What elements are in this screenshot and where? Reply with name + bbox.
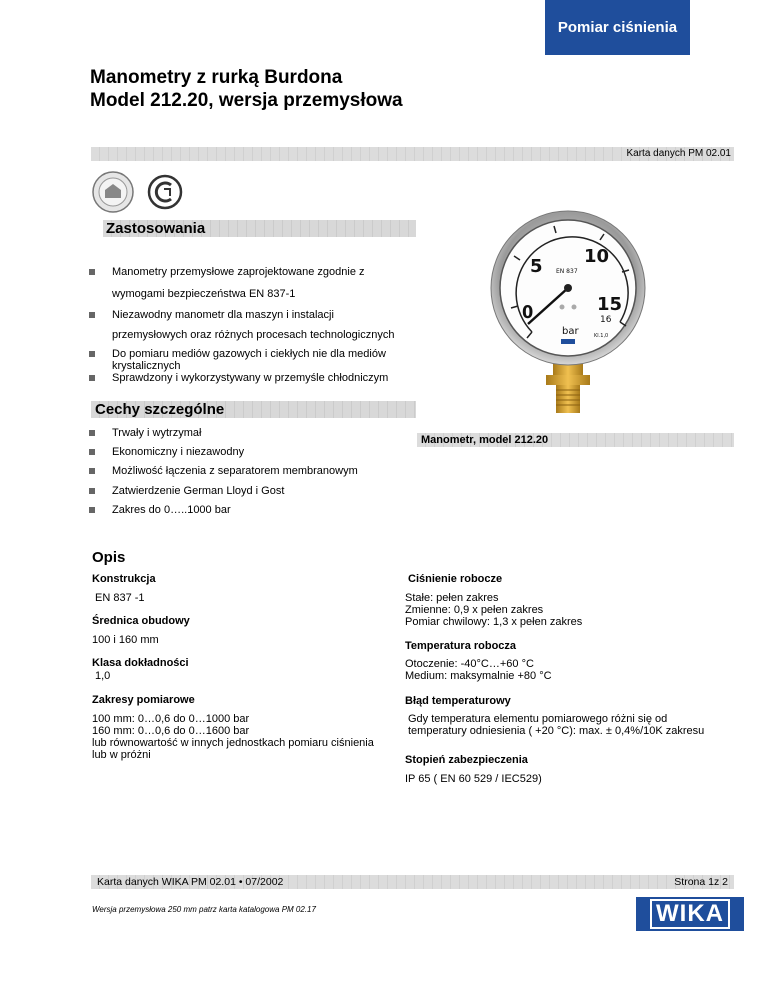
temperatura-line: Medium: maksymalnie +80 °C [405,670,552,682]
dial-en-text: EN 837 [556,268,578,275]
bullet-icon [89,468,95,474]
bullet-icon [89,488,95,494]
section-cechy-title: Cechy szczególne [95,401,225,418]
list-item-text: Możliwość łączenia z separatorem membranowym [112,465,358,477]
cechy-list [89,427,409,523]
zakresy-label: Zakresy pomiarowe [92,694,195,706]
footer-page-number: Strona 1z 2 [674,876,728,888]
zakresy-values [92,713,374,761]
bullet-icon [89,449,95,455]
list-item [89,427,409,446]
wika-logo-text: WIKA [650,899,730,929]
bullet-icon [89,269,95,275]
bullet-icon [89,507,95,513]
pressure-gauge-image [480,210,660,415]
klasa-value: 1,0 [95,670,111,682]
cisnienie-line: Stałe: pełen zakres [405,592,499,604]
zastosowania-list [89,266,419,384]
list-item-text: Zatwierdzenie German Lloyd i Gost [112,485,285,497]
category-badge: Pomiar ciśnienia [545,0,690,55]
datasheet-ref: Karta danych PM 02.01 [626,148,731,159]
list-item-text: Manometry przemysłowe zaprojektowane zgodnie z [112,266,365,278]
cisnienie-line: Zmienne: 0,9 x pełen zakres [405,604,544,616]
bullet-icon [89,312,95,318]
section-cechy-heading [91,401,416,418]
list-item-text: Ekonomiczny i niezawodny [112,446,245,458]
zakresy-line: 100 mm: 0…0,6 do 0…1000 bar [92,713,250,725]
section-zastosowania-heading [103,220,416,237]
konstrukcja-value: EN 837 -1 [95,592,145,604]
blad-line: Gdy temperatura elementu pomiarowego różni się od [408,713,668,725]
dial-unit: bar [562,326,579,337]
dial-label-15: 15 [597,294,623,315]
list-item [89,372,419,384]
footer-datasheet: Karta danych WIKA PM 02.01 • 07/2002 [97,876,284,888]
list-item-text: Niezawodny manometr dla maszyn i instalacji [112,309,334,321]
cisnienie-values [405,592,582,628]
stopien-value: IP 65 ( EN 60 529 / IEC529) [405,773,542,785]
bullet-icon [89,430,95,436]
approval-seal-icon [91,170,135,214]
page-title [90,66,403,112]
list-item-text: Zakres do 0…..1000 bar [112,504,231,516]
gauge-caption-band [417,433,734,447]
footer-note: Wersja przemysłowa 250 mm patrz karta katalogowa PM 02.17 [92,905,316,914]
dial-label-10: 10 [584,246,610,267]
list-item [89,504,409,523]
list-item [89,348,419,372]
dial-class: Kl.1,0 [594,333,609,339]
gauge-caption: Manometr, model 212.20 [421,434,549,446]
zakresy-line: lub równowartość w innych jednostkach pomiaru ciśnienia [92,737,374,749]
zakresy-line: lub w próżni [92,749,151,761]
klasa-label: Klasa dokładności [92,657,189,669]
gost-certification-icon [147,174,183,210]
temperatura-values [405,658,552,682]
section-zastosowania-title: Zastosowania [106,220,206,237]
konstrukcja-label: Konstrukcja [92,573,156,585]
dial-label-0: 0 [522,302,534,323]
section-opis-heading: Opis [92,549,126,566]
temperatura-line: Otoczenie: -40°C…+60 °C [405,658,534,670]
footer-band [91,875,734,889]
list-item [89,446,409,465]
bullet-icon [89,375,95,381]
title-line-2: Model 212.20, wersja przemysłowa [90,90,403,111]
bullet-icon [89,351,95,357]
list-item [89,288,419,309]
blad-values [408,713,704,737]
title-line-1: Manometry z rurką Burdona [90,67,343,88]
cisnienie-line: Pomiar chwilowy: 1,3 x pełen zakres [405,616,583,628]
zakresy-line: 160 mm: 0…0,6 do 0…1600 bar [92,725,250,737]
cisnienie-label: Ciśnienie robocze [408,573,503,585]
dial-label-5: 5 [530,256,543,277]
list-item [89,465,409,485]
list-item [89,485,409,504]
list-item [89,329,419,348]
dial-label-16: 16 [600,315,612,325]
srednica-value: 100 i 160 mm [92,634,159,646]
temperatura-label: Temperatura robocza [405,640,517,652]
blad-line: temperatury odniesienia ( +20 °C): max. ± 0,4%/10K zakresu [408,725,705,737]
list-item-text: Trwały i wytrzymał [112,427,202,439]
list-item-text: przemysłowych oraz różnych procesach technologicznych [112,329,395,341]
list-item [89,309,419,329]
stopien-label: Stopień zabezpieczenia [405,754,528,766]
list-item-text: wymogami bezpieczeństwa EN 837-1 [112,288,296,300]
srednica-label: Średnica obudowy [92,615,190,627]
list-item-text: Do pomiaru mediów gazowych i ciekłych nie dla mediów krystalicznych [112,348,386,372]
list-item-text: Sprawdzony i wykorzystywany w przemyśle chłodniczym [112,372,389,384]
datasheet-band [91,147,734,161]
list-item [89,266,419,288]
wika-logo [636,897,744,931]
blad-label: Błąd temperaturowy [405,695,511,707]
